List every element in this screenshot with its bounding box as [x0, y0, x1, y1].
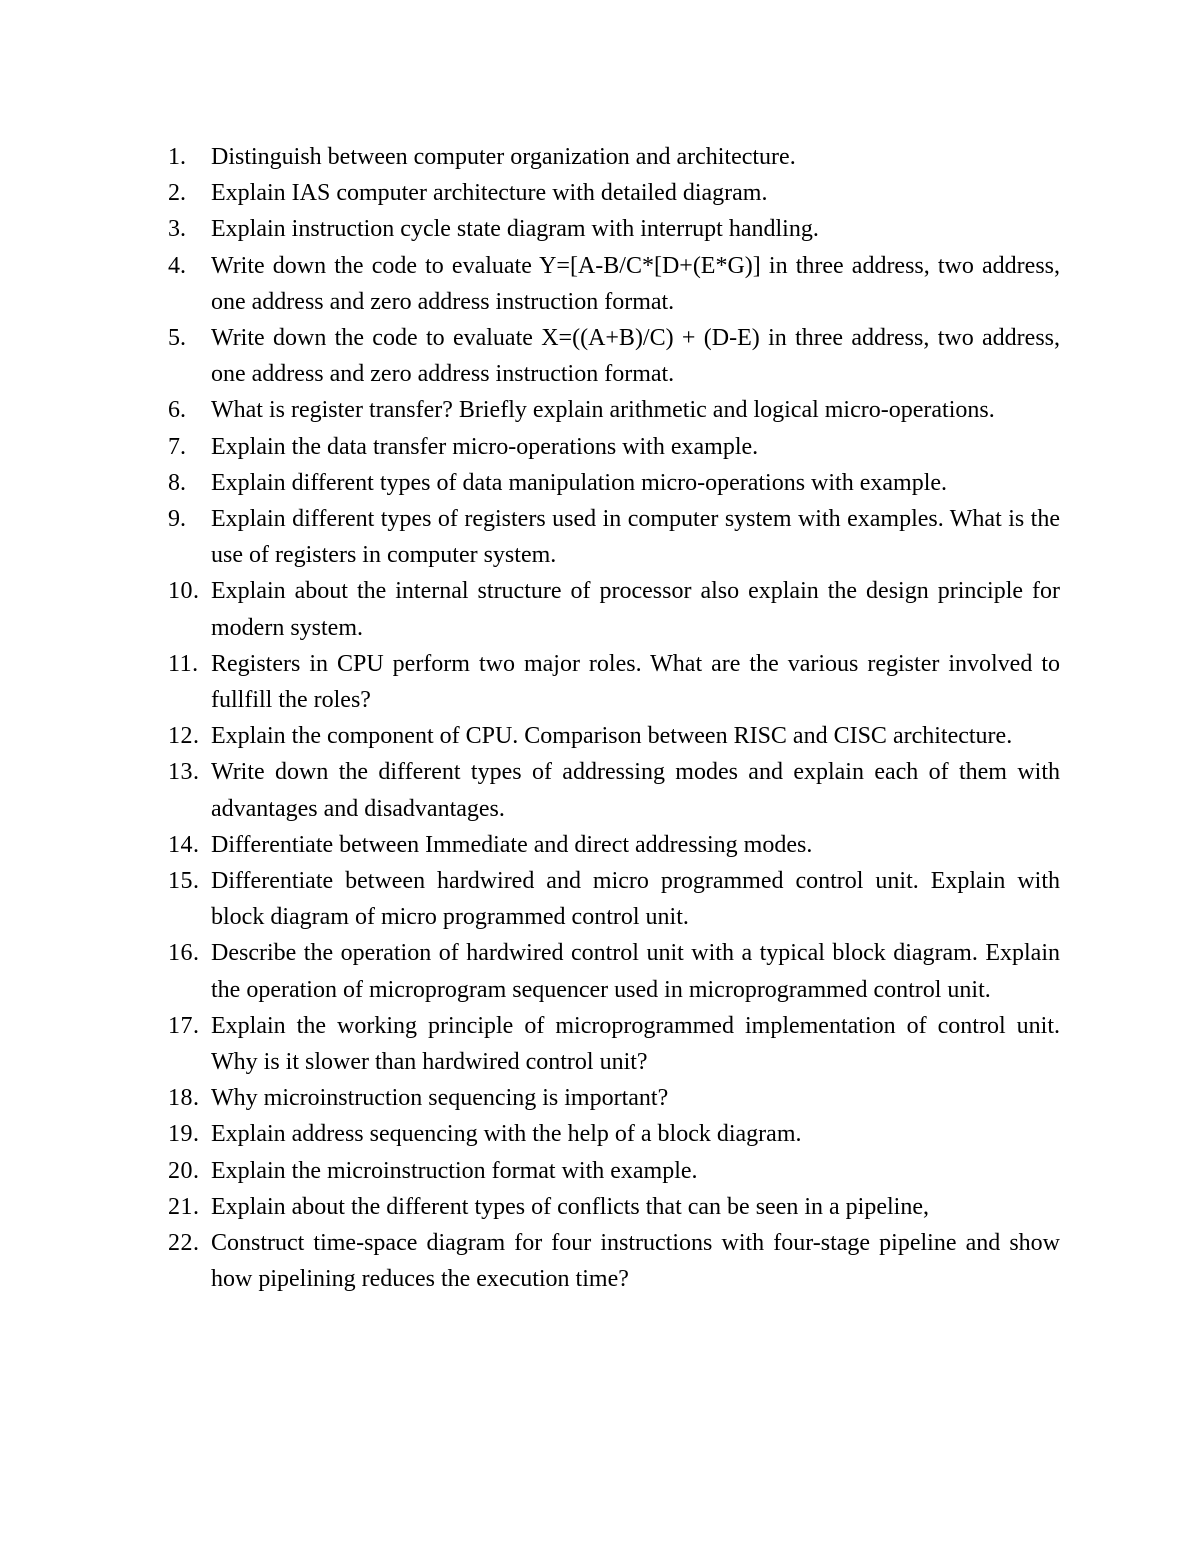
- list-item: [168, 1080, 1060, 1116]
- list-item: [168, 1189, 1060, 1225]
- question-text: Write down the code to evaluate X=((A+B)/C) + (D-E) in three address, two address, one address and zero address instruction format.: [211, 325, 1060, 388]
- question-number: 10.: [168, 578, 200, 605]
- question-list: [168, 139, 1060, 1298]
- question-number: 21.: [168, 1193, 200, 1220]
- question-text: Describe the operation of hardwired control unit with a typical block diagram. Explain the operation of microprogram sequencer used in microprogrammed control unit.: [211, 940, 1060, 1003]
- question-text: Explain about the internal structure of processor also explain the design principle for modern system.: [211, 578, 1060, 641]
- list-item: [168, 754, 1060, 826]
- question-text: Distinguish between computer organization and architecture.: [211, 144, 796, 170]
- question-text: What is register transfer? Briefly explain arithmetic and logical micro-operations.: [211, 397, 995, 424]
- list-item: [168, 1116, 1060, 1152]
- question-number: 13.: [168, 759, 200, 786]
- list-item: [168, 211, 1060, 247]
- list-item: [168, 392, 1060, 428]
- question-number: 15.: [168, 868, 200, 895]
- question-text: Explain about the different types of conflicts that can be seen in a pipeline,: [211, 1193, 929, 1220]
- question-text: Explain IAS computer architecture with detailed diagram.: [211, 180, 768, 207]
- question-text: Registers in CPU perform two major roles. What are the various register involved to fullfill the roles?: [211, 650, 1060, 714]
- question-number: 18.: [168, 1085, 200, 1112]
- list-item: [168, 1225, 1060, 1297]
- question-text: Write down the different types of addressing modes and explain each of them with advantages and disadvantages.: [211, 759, 1060, 822]
- question-number: 2.: [168, 180, 186, 207]
- list-item: [168, 935, 1060, 1007]
- question-text: Explain different types of registers used in computer system with examples. What is the use of registers in computer system.: [211, 506, 1060, 569]
- question-text: Explain instruction cycle state diagram with interrupt handling.: [211, 216, 819, 243]
- list-item: [168, 501, 1060, 573]
- list-item: [168, 573, 1060, 645]
- question-text: Explain address sequencing with the help of a block diagram.: [211, 1121, 802, 1148]
- question-number: 5.: [168, 325, 186, 352]
- question-number: 12.: [168, 723, 200, 750]
- question-text: Explain the microinstruction format with example.: [211, 1157, 698, 1184]
- list-item: [168, 827, 1060, 863]
- question-number: 14.: [168, 831, 200, 858]
- question-number: 9.: [168, 506, 186, 533]
- question-text: Differentiate between Immediate and direct addressing modes.: [211, 831, 813, 858]
- question-text: Differentiate between hardwired and micro programmed control unit. Explain with block diagram of micro programmed control unit.: [211, 868, 1060, 931]
- list-item: [168, 863, 1060, 935]
- list-item: [168, 1008, 1060, 1080]
- list-item: [168, 320, 1060, 392]
- question-number: 6.: [168, 397, 186, 424]
- question-text: Explain the data transfer micro-operations with example.: [211, 433, 759, 460]
- question-number: 3.: [168, 216, 186, 243]
- question-text: Write down the code to evaluate Y=[A-B/C*[D+(E*G)] in three address, two address, one address and zero address instruction format.: [211, 252, 1060, 315]
- question-text: Construct time-space diagram for four instructions with four-stage pipeline and show how pipelining reduces the execution time?: [211, 1230, 1060, 1293]
- question-number: 8.: [168, 469, 186, 496]
- question-number: 11.: [168, 650, 199, 677]
- list-item: [168, 429, 1060, 465]
- list-item: [168, 1153, 1060, 1189]
- list-item: [168, 248, 1060, 320]
- question-number: 1.: [168, 144, 186, 170]
- question-text: Why microinstruction sequencing is important?: [211, 1085, 669, 1112]
- question-number: 20.: [168, 1157, 200, 1184]
- question-text: Explain the working principle of microprogrammed implementation of control unit. Why is it slower than hardwired control unit?: [211, 1012, 1060, 1076]
- question-number: 4.: [168, 252, 186, 279]
- list-item: [168, 718, 1060, 754]
- question-text: Explain the component of CPU. Comparison between RISC and CISC architecture.: [211, 723, 1013, 750]
- list-item: [168, 465, 1060, 501]
- question-number: 19.: [168, 1121, 200, 1148]
- question-number: 22.: [168, 1230, 200, 1257]
- question-number: 16.: [168, 940, 200, 967]
- list-item: [168, 175, 1060, 211]
- question-number: 17.: [168, 1012, 200, 1039]
- list-item: [168, 139, 1060, 175]
- list-item: [168, 646, 1060, 718]
- question-number: 7.: [168, 433, 186, 460]
- question-text: Explain different types of data manipulation micro-operations with example.: [211, 469, 948, 496]
